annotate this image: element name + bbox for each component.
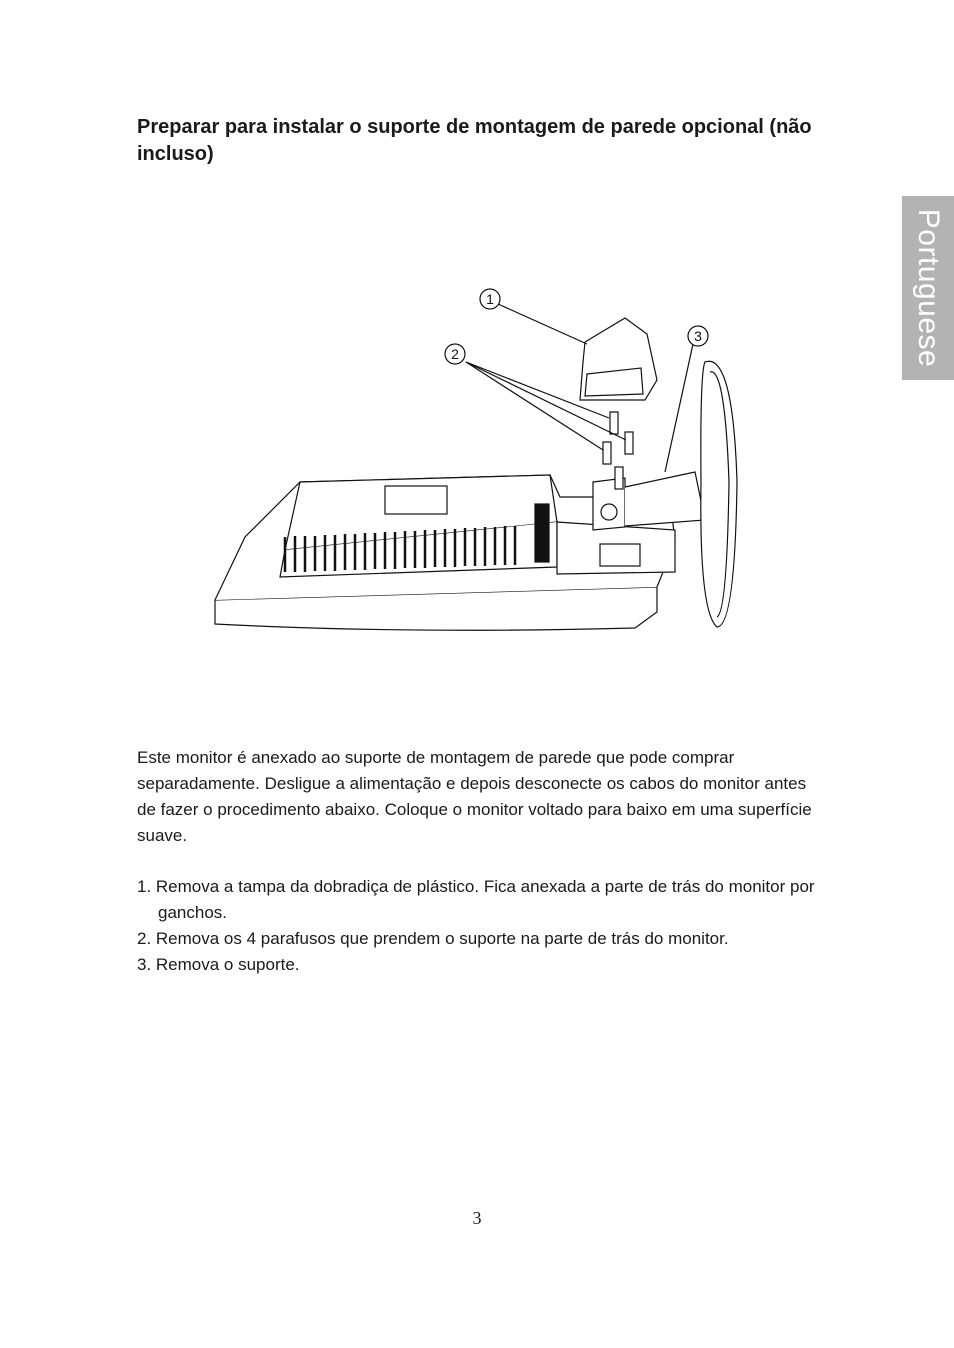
screws (603, 412, 633, 489)
callout-1 (480, 289, 500, 309)
svg-text:1: 1 (486, 291, 494, 307)
callout-2 (445, 344, 465, 364)
language-tab-label: Portuguese (912, 208, 945, 368)
page-heading: Preparar para instalar o suporte de montagem de parede opcional (não incluso) (137, 116, 812, 165)
wall-mount-diagram (205, 282, 750, 648)
step-item: 2. Remova os 4 parafusos que prendem o suporte na parte de trás do monitor. (137, 929, 729, 948)
callout-3 (688, 326, 708, 346)
intro-paragraph: Este monitor é anexado ao suporte de montagem de parede que pode comprar separadamente. Desligue a alimentação e depois desconecte os cabos do monitor antes de fazer o procedimento abaixo. Coloque o monitor voltado para baixo em uma superfície suave. (137, 748, 812, 845)
svg-text:2: 2 (451, 346, 459, 362)
monitor-body (215, 304, 737, 630)
language-side-tab (902, 196, 954, 380)
step-item: 3. Remova o suporte. (137, 955, 300, 974)
step-item: 1. Remova a tampa da dobradiça de plástico. Fica anexada a parte de trás do monitor por ganchos. (137, 877, 815, 922)
page-number: 3 (472, 1208, 482, 1228)
instruction-steps (137, 874, 827, 978)
svg-text:3: 3 (694, 328, 702, 344)
monitor-disassembly-illustration (205, 282, 750, 648)
